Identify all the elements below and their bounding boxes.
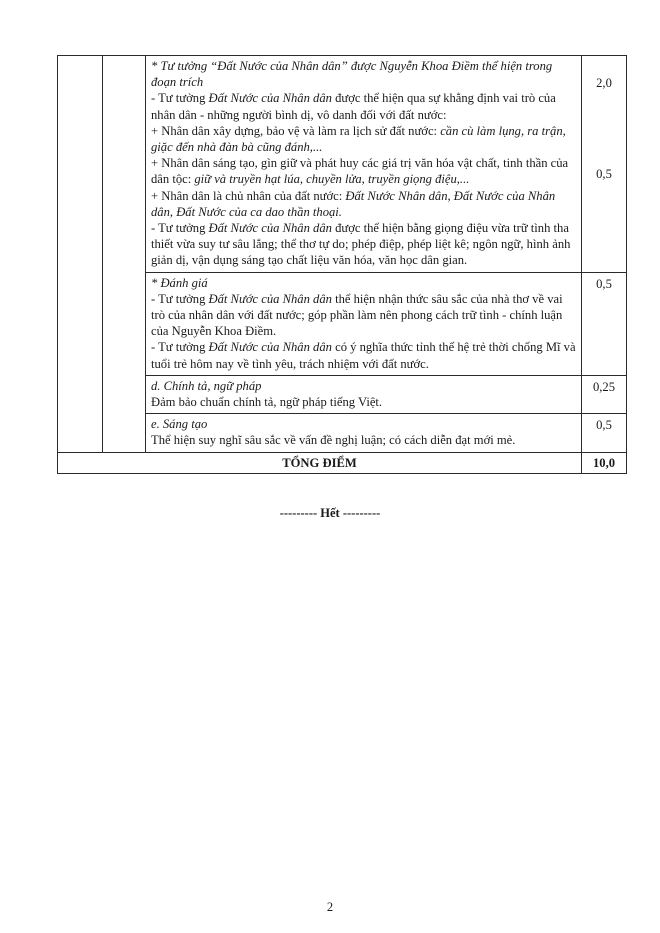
score-cell xyxy=(582,414,627,452)
criterion-text: Đảm bảo chuẩn chính tả, ngữ pháp tiếng Việt. xyxy=(151,395,383,410)
content-cell xyxy=(146,56,582,273)
criterion-text: - Tư tưởng Đất Nước của Nhân dân được thể hiện bằng giọng điệu vừa trữ tình tha thiết vừa suy tư sâu lắng; thể thơ tự do; phép điệp, phép liệt kê; ngôn ngữ, hình ảnh giản dị, vận dụng sáng tạo chất liệu văn hóa, văn học dân gian. xyxy=(151,221,571,268)
criterion-text: - Tư tưởng Đất Nước của Nhân dân được thể hiện qua sự khẳng định vai trò của nhân dân - những người bình dị, vô danh đối với đất nước: xyxy=(151,91,556,122)
end-mark: --------- Hết --------- xyxy=(279,506,381,520)
criterion-text: + Nhân dân là chủ nhân của đất nước: Đất Nước Nhân dân, Đất Nước của Nhân dân, Đất Nước của ca dao thần thoại. xyxy=(151,188,556,219)
criterion-text: Thể hiện suy nghĩ sâu sắc về vấn đề nghị luận; có cách diễn đạt mới mẻ. xyxy=(151,433,516,448)
criterion-heading: * Tư tưởng “Đất Nước của Nhân dân” được Nguyễn Khoa Điềm thể hiện trong đoạn trích xyxy=(151,59,553,90)
criterion-heading: e. Sáng tạo xyxy=(151,417,208,432)
criterion-text: - Tư tưởng Đất Nước của Nhân dân có ý nghĩa thức tỉnh thế hệ trẻ thời chống Mĩ và tuổi trẻ hôm nay về tình yêu, trách nhiệm với đất nước. xyxy=(151,340,576,371)
score-cell xyxy=(582,375,627,413)
score-value: 0,5 xyxy=(596,418,612,433)
content-cell xyxy=(146,375,582,413)
score-value: 0,5 xyxy=(596,167,612,182)
section-cell xyxy=(103,56,146,453)
criterion-heading: d. Chính tả, ngữ pháp xyxy=(151,378,262,393)
criterion-heading: * Đánh giá xyxy=(151,275,208,290)
question-number-cell xyxy=(58,56,103,453)
content-cell xyxy=(146,272,582,375)
scoring-table xyxy=(57,55,627,474)
total-row xyxy=(58,452,627,473)
score-value: 0,25 xyxy=(592,379,616,394)
score-value: 0,5 xyxy=(596,276,612,291)
criterion-text: + Nhân dân sáng tạo, gìn giữ và phát huy các giá trị văn hóa vật chất, tinh thần của dân tộc: giữ và truyền hạt lúa, chuyền lửa, truyền giọng điệu,... xyxy=(151,156,569,187)
criterion-text: - Tư tưởng Đất Nước của Nhân dân thể hiện nhận thức sâu sắc của nhà thơ về vai trò của nhân dân với đất nước; góp phần làm nên phong cách trữ tình - chính luận của Nguyễn Khoa Điềm. xyxy=(151,291,563,339)
total-score: 10,0 xyxy=(582,452,627,473)
page-number: 2 xyxy=(326,900,334,914)
total-label: TỔNG ĐIỂM xyxy=(58,452,582,473)
score-cell xyxy=(582,272,627,375)
score-value: 2,0 xyxy=(596,76,612,90)
score-cell xyxy=(582,56,627,273)
criterion-text: + Nhân dân xây dựng, bảo vệ và làm ra lịch sử đất nước: cần cù làm lụng, ra trận, giặc đến nhà đàn bà cũng đánh,... xyxy=(151,123,566,155)
content-cell xyxy=(146,414,582,452)
table-row xyxy=(58,56,627,273)
